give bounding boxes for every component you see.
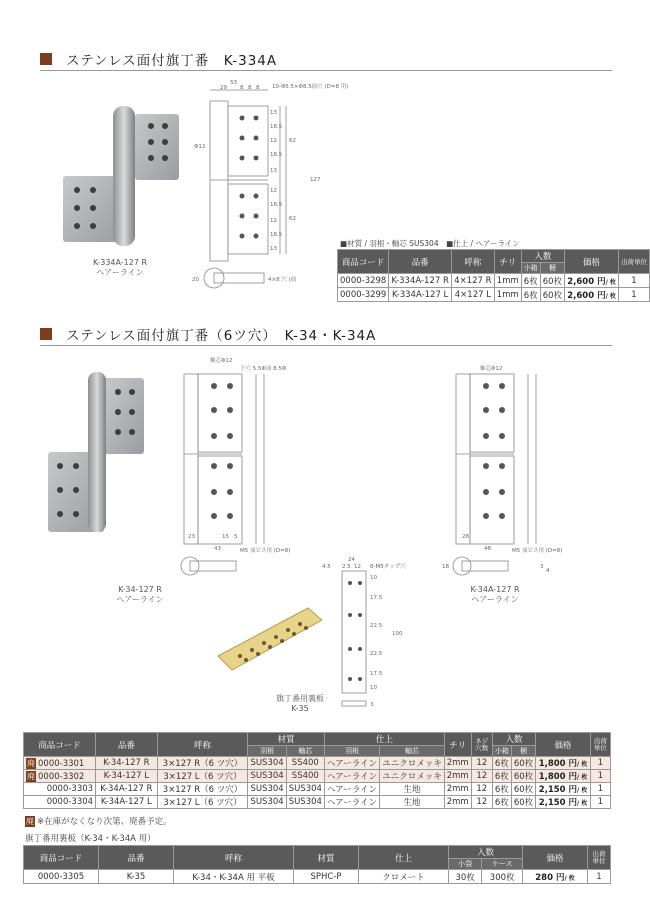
cell-part: K-34-127 R (96, 757, 158, 770)
code-value: 0000-3301 (38, 758, 85, 769)
price-value: 2,150 円 (538, 798, 578, 808)
cell-price (536, 783, 591, 796)
cell-box: 6枚 (521, 274, 540, 288)
table-row (24, 796, 611, 809)
col-subheader: 羽根 (248, 746, 286, 757)
cell-case: 60枚 (540, 274, 564, 288)
col-header: チリ (444, 733, 471, 757)
cell-price (536, 796, 591, 809)
dim-label: 3 (540, 564, 544, 570)
col-header: 入数 (492, 733, 535, 746)
dim-label: 127 (310, 177, 321, 183)
photo2-caption (100, 585, 180, 605)
col-header: 価格 (523, 846, 588, 870)
cell-price (536, 770, 591, 783)
backplate-table-title: 旗丁番用裏板（K-34・K-34A 用） (25, 834, 156, 844)
dim-label: 28 (462, 534, 469, 540)
cell-name: K-34・K-34A 用 平板 (174, 870, 294, 884)
dim-label: 4 (546, 568, 550, 574)
cell-ship: 1 (618, 288, 649, 302)
cell-finish: ヘアーライン (324, 796, 379, 809)
price-unit: / 枚 (577, 761, 588, 768)
cell-mat: SUS304 (248, 796, 286, 809)
section2-header (40, 325, 376, 343)
hinge-photo-k334a (55, 98, 185, 258)
cell-case: 60枚 (540, 288, 564, 302)
discontinued-badge: 廃 (27, 771, 35, 781)
col-header: 材質 (294, 846, 359, 870)
cell-finish: ヘアーライン (324, 770, 379, 783)
cell-part: K-334A-127 L (389, 288, 452, 302)
cell-screws: 12 (471, 783, 492, 796)
col-header: 品番 (389, 250, 452, 274)
price-value: 2,150 円 (538, 785, 578, 795)
note-text: ※在庫がなくなり次第、廃番予定。 (37, 817, 172, 827)
cell-code (24, 770, 96, 783)
cell-part: K-35 (99, 870, 174, 884)
col-subheader: 小箱 (521, 263, 540, 274)
discontinued-badge: 廃 (27, 758, 35, 768)
caption-line: K-334A-127 R (92, 258, 148, 267)
backplate-drawing (320, 555, 440, 715)
price-unit: / 枚 (564, 874, 575, 882)
dim-label: 53 (230, 80, 237, 86)
col-header: 材質 (248, 733, 325, 746)
cell-chiri: 2mm (444, 770, 471, 783)
cell-name: 3×127 L（6 ツ穴） (157, 796, 248, 809)
backplate-photo (212, 600, 327, 680)
cell-mat: SS400 (286, 757, 324, 770)
col-header: 品番 (99, 846, 174, 870)
cell-screws: 12 (471, 796, 492, 809)
cell-ship: 1 (590, 757, 610, 770)
cell-mat: SUS304 (286, 796, 324, 809)
cell-price (523, 870, 588, 884)
cell-mat: SUS304 (248, 783, 286, 796)
dim-label: Φ12 (194, 144, 206, 150)
cell-box: 6枚 (492, 783, 511, 796)
dim-label: 10 (370, 575, 377, 581)
photo3-caption (455, 585, 535, 605)
cell-chiri: 2mm (444, 783, 471, 796)
dim-label: 29 (220, 85, 227, 91)
dim-label: 8 (240, 85, 244, 91)
section-marker (40, 53, 52, 65)
cell-box: 6枚 (492, 757, 511, 770)
col-header: 呼称 (157, 733, 248, 757)
photo1-caption (70, 258, 170, 278)
price-value: 1,800 円 (538, 772, 578, 782)
cell-ship: 1 (618, 274, 649, 288)
dim-label: 43 (214, 546, 221, 552)
hinge-photo-k34 (40, 368, 170, 543)
dim-label: 48 (484, 546, 491, 552)
col-header: 価格 (565, 250, 619, 274)
cell-mat: SPHC-P (294, 870, 359, 884)
col-subheader: 軸芯 (380, 746, 445, 757)
dim-label: 下穴 5.5Φ皿 8.5Φ (240, 366, 287, 372)
cell-name: 3×127 L（6 ツ穴） (157, 770, 248, 783)
dim-label: 13 (270, 110, 277, 116)
col-header: 入数 (449, 846, 523, 859)
price-value: 280 円 (535, 872, 565, 883)
col-header: 呼称 (451, 250, 494, 274)
section-divider (40, 345, 612, 346)
code-value: 0000-3302 (38, 771, 85, 782)
cell-chiri: 2mm (444, 796, 471, 809)
col-subheader: 梱 (511, 746, 535, 757)
dim-label: 軸芯Φ12 (480, 366, 503, 372)
cell-ship: 1 (590, 770, 610, 783)
section-marker (40, 328, 52, 340)
cell-part: K-34A-127 R (96, 783, 158, 796)
dim-label: 4×8 穴 (皿 (268, 277, 297, 283)
cell-part: K-34A-127 L (96, 796, 158, 809)
caption-line: K-34A-127 R (470, 585, 520, 594)
dim-label: 62 (289, 138, 296, 144)
col-header: 出荷単位 (588, 846, 611, 870)
dim-label: 100 (392, 631, 403, 637)
cell-code: 0000-3305 (24, 870, 99, 884)
dim-label: 2.5 (342, 564, 351, 570)
spec-table-k334a (337, 249, 650, 302)
col-subheader: 梱 (540, 263, 564, 274)
cell-case: 60枚 (511, 770, 535, 783)
spec-table-k35 (23, 845, 611, 884)
dim-label: 22.5 (370, 623, 383, 629)
section-divider (40, 70, 612, 71)
dim-label: 13 (270, 246, 277, 252)
cell-mat: SUS304 (248, 770, 286, 783)
cell-mat: SUS304 (248, 757, 286, 770)
dim-label: M5 皿ビス用 (D=8) (512, 548, 563, 554)
table-row (24, 870, 611, 884)
caption-line: ヘアーライン (471, 595, 519, 604)
col-header: 商品コード (24, 846, 99, 870)
price-unit: / 枚 (605, 278, 616, 286)
price-unit: / 枚 (577, 774, 588, 781)
cell-ship: 1 (588, 870, 611, 884)
cell-screws: 12 (471, 757, 492, 770)
cell-chiri: 1mm (494, 274, 521, 288)
cell-finish: クロメート (359, 870, 449, 884)
cell-part: K-334A-127 R (389, 274, 452, 288)
dim-label: 4.5 (322, 564, 331, 570)
cell-case: 60枚 (511, 796, 535, 809)
cell-finish: 生地 (380, 796, 445, 809)
dim-label: 24 (348, 557, 355, 563)
dim-label: 8-M5タップ穴 (370, 564, 406, 570)
col-header: 仕上 (324, 733, 444, 746)
price-value: 2,600 円 (567, 276, 606, 287)
cell-name: 4×127 L (451, 288, 494, 302)
cell-box: 6枚 (492, 770, 511, 783)
col-header: 出荷単位 (590, 733, 610, 757)
dim-label: 3 (370, 702, 374, 708)
col-subheader: 小袋 (449, 859, 482, 870)
cell-box: 6枚 (492, 796, 511, 809)
cell-screws: 12 (471, 770, 492, 783)
col-subheader: 小箱 (492, 746, 511, 757)
cell-box: 6枚 (521, 288, 540, 302)
dim-label: 18.5 (270, 152, 283, 158)
cell-price (536, 757, 591, 770)
dim-label: 62 (289, 216, 296, 222)
cell-box: 30枚 (449, 870, 482, 884)
section1-title: ステンレス面付旗丁番 K-334A (66, 53, 278, 69)
cell-price (565, 274, 619, 288)
col-header: 仕上 (359, 846, 449, 870)
col-header: 商品コード (338, 250, 389, 274)
dim-label: 18.5 (270, 202, 283, 208)
cell-ship: 1 (590, 796, 610, 809)
section1-header (40, 50, 277, 68)
cell-name: 3×127 R（6 ツ穴） (157, 757, 248, 770)
col-header: 価格 (536, 733, 591, 757)
dim-label: 23 (188, 534, 195, 540)
cell-code (24, 757, 96, 770)
cell-mat: SS400 (286, 770, 324, 783)
cell-price (565, 288, 619, 302)
price-value: 2,600 円 (567, 290, 606, 301)
dim-label: 18.5 (270, 232, 283, 238)
col-subheader: 羽根 (324, 746, 379, 757)
dim-label: 12 (270, 188, 277, 194)
col-subheader: 軸芯 (286, 746, 324, 757)
dim-label: 10-Φ5.5×Φ8.5皿穴 (D=8 用) (272, 84, 349, 90)
col-subheader: ケース (482, 859, 523, 870)
dim-label: M5 皿ビス用 (D=8) (240, 548, 290, 554)
dim-label: 12 (270, 138, 277, 144)
caption-line: K-34-127 R (118, 585, 162, 594)
cell-finish: 生地 (380, 783, 445, 796)
table-row (24, 770, 611, 783)
cell-chiri: 2mm (444, 757, 471, 770)
cell-ship: 1 (590, 783, 610, 796)
cell-code: 0000-3303 (24, 783, 96, 796)
table-row (338, 288, 650, 302)
dim-label: 18.5 (270, 124, 283, 130)
dim-label: 20 (192, 277, 199, 283)
col-header: 品番 (96, 733, 158, 757)
section2-title: ステンレス面付旗丁番（6ツ穴） K-34・K-34A (66, 328, 377, 344)
dim-label: 12 (270, 218, 277, 224)
dim-label: 13 (270, 168, 277, 174)
spec-note: ■材質 / 羽根・軸芯 SUS304 ■仕上 / ヘアーライン (340, 239, 520, 248)
dim-label: 軸芯Φ12 (210, 358, 233, 364)
cell-chiri: 1mm (494, 288, 521, 302)
dim-label: 15 (222, 534, 229, 540)
caption-line: 旗丁番用裏板 (276, 694, 324, 703)
dim-label: 8 (256, 85, 260, 91)
col-header: 出荷単位 (618, 250, 649, 274)
table-row (338, 274, 650, 288)
cell-part: K-34-127 L (96, 770, 158, 783)
price-unit: / 枚 (577, 787, 588, 794)
price-unit: / 枚 (577, 800, 588, 807)
col-header: 入数 (521, 250, 564, 263)
caption-line: ヘアーライン (96, 268, 144, 277)
dim-label: 18 (442, 564, 449, 570)
col-header: 呼称 (174, 846, 294, 870)
caption-line: K-35 (291, 704, 309, 713)
cell-finish: ヘアーライン (324, 783, 379, 796)
cell-name: 4×127 R (451, 274, 494, 288)
caption-line: ヘアーライン (116, 595, 164, 604)
price-value: 1,800 円 (538, 759, 578, 769)
cell-finish: ユニクロメッキ (380, 770, 445, 783)
discontinued-note (25, 815, 172, 827)
table-row (24, 783, 611, 796)
hinge-drawing-k334a (190, 76, 350, 304)
spec-table-k34 (23, 732, 611, 809)
dim-label: 12 (354, 564, 361, 570)
cell-code: 0000-3304 (24, 796, 96, 809)
price-unit: / 枚 (605, 292, 616, 300)
dim-label: 17.5 (370, 595, 383, 601)
cell-finish: ユニクロメッキ (380, 757, 445, 770)
dim-label: 8 (248, 85, 252, 91)
cell-name: 3×127 R（6 ツ穴） (157, 783, 248, 796)
col-header: チリ (494, 250, 521, 274)
dim-label: 5 (234, 534, 238, 540)
cell-case: 300枚 (482, 870, 523, 884)
dim-label: 10 (370, 685, 377, 691)
col-header: ネジ穴数 (471, 733, 492, 757)
dim-label: 17.5 (370, 671, 383, 677)
hinge-drawing-k34 (160, 352, 290, 582)
table-row (24, 757, 611, 770)
cell-mat: SUS304 (286, 783, 324, 796)
dim-label: 22.5 (370, 651, 383, 657)
cell-case: 60枚 (511, 783, 535, 796)
discontinued-badge: 廃 (26, 817, 34, 826)
cell-finish: ヘアーライン (324, 757, 379, 770)
cell-case: 60枚 (511, 757, 535, 770)
hinge-drawing-k34a (440, 352, 570, 582)
col-header: 商品コード (24, 733, 96, 757)
cell-code: 0000-3299 (338, 288, 389, 302)
cell-code: 0000-3298 (338, 274, 389, 288)
